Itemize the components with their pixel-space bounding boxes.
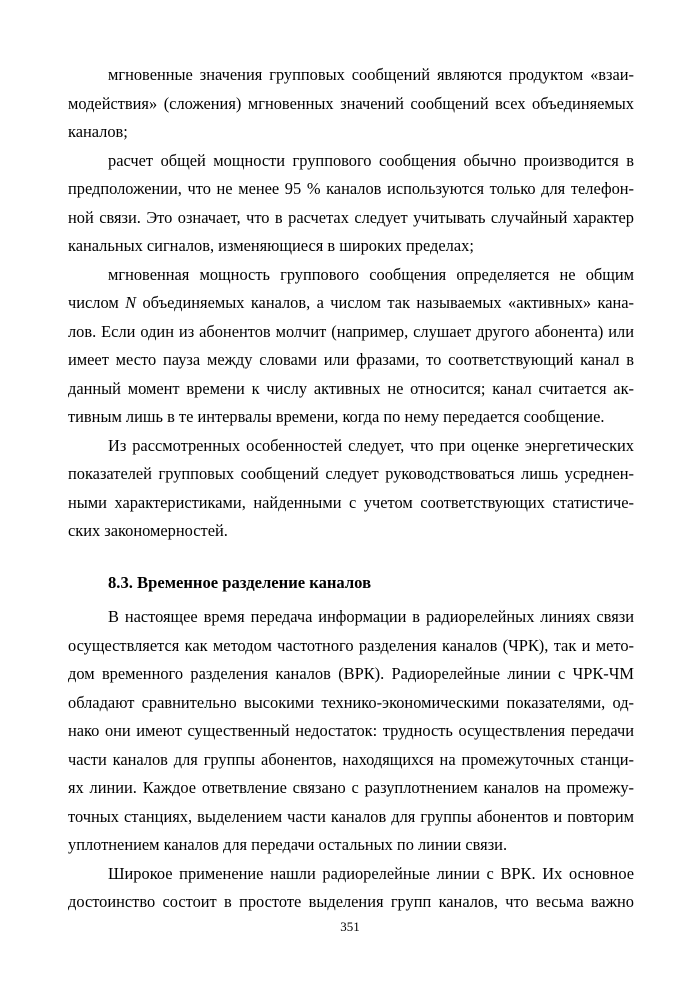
text-line: модействия» (сложения) мгновенных значений сообщений всех объединяемых (68, 93, 634, 113)
text-line: показателей групповых сообщений следует руководствоваться лишь усреднен- (68, 464, 634, 483)
paragraph-4 (68, 432, 634, 546)
paragraph-2 (68, 147, 634, 261)
text-line: мгновенные значения групповых сообщений являются продуктом «взаи- (108, 65, 634, 84)
paragraph-3 (68, 261, 634, 432)
text-line: расчет общей мощности группового сообщения обычно производится в (108, 150, 634, 170)
text-line: уплотнением каналов для передачи остальных по линии связи. (68, 835, 508, 854)
text-line: предположении, что не менее 95 % каналов используются только для телефон- (68, 179, 634, 198)
text-line: обладают сравнительно высокими технико-экономическими показателями, од- (68, 692, 634, 712)
variable-n: N (125, 293, 137, 312)
text-line: ными характеристиками, найденными с учетом соответствующих статистиче- (68, 492, 634, 512)
text-line: ной связи. Это означает, что в расчетах следует учитывать случайный характер (68, 207, 634, 227)
page-number: 351 (340, 919, 360, 934)
text-line: тивным лишь в те интервалы времени, когда по нему передается сообщение. (68, 407, 605, 426)
text-line: канальных сигналов, изменяющиеся в широких пределах; (68, 236, 474, 255)
text-line: точных станциях, выделением части каналов для группы абонентов и повторим (68, 806, 634, 826)
text-line-with-variable: числом N объединяемых каналов, а числом так называемых «активных» кана- (68, 293, 634, 312)
paragraph-6 (68, 860, 634, 917)
text-line: ях линии. Каждое ответвление связано с разуплотнением каналов на промежу- (68, 778, 634, 797)
text-block-bottom (68, 603, 634, 917)
paragraph-1 (68, 61, 634, 147)
text-line: лов. Если один из абонентов молчит (например, слушает другого абонента) или (68, 321, 634, 341)
text-line: ских закономерностей. (68, 521, 228, 540)
text-block-top (68, 61, 634, 546)
text-line: дом временного разделения каналов (ВРК). Радиорелейные линии с ЧРК-ЧМ (68, 664, 634, 683)
text-line: осуществляется как методом частотного разделения каналов (ЧРК), так и мето- (68, 635, 634, 655)
text-line: данный момент времени к числу активных не относится; канал считается ак- (68, 378, 634, 398)
text-line: нако они имеют существенный недостаток: трудность осуществления передачи (68, 721, 634, 740)
text-line: Из рассмотренных особенностей следует, что при оценке энергетических (108, 435, 634, 455)
section-heading: 8.3. Временное разделение каналов (108, 573, 372, 592)
paragraph-5 (68, 603, 634, 860)
text-line: мгновенная мощность группового сообщения определяется не общим (108, 264, 634, 284)
text-line: достоинство состоит в простоте выделения групп каналов, что весьма важно (68, 892, 634, 911)
text-line: части каналов для группы абонентов, находящихся на промежуточных станци- (68, 749, 634, 769)
text-line: каналов; (68, 122, 128, 141)
text-line: В настоящее время передача информации в радиорелейных линиях связи (108, 607, 634, 626)
text-line: Широкое применение нашли радиорелейные линии с ВРК. Их основное (108, 863, 634, 883)
text-line: имеет место пауза между словами или фразами, то соответствующий канал в (68, 350, 634, 369)
